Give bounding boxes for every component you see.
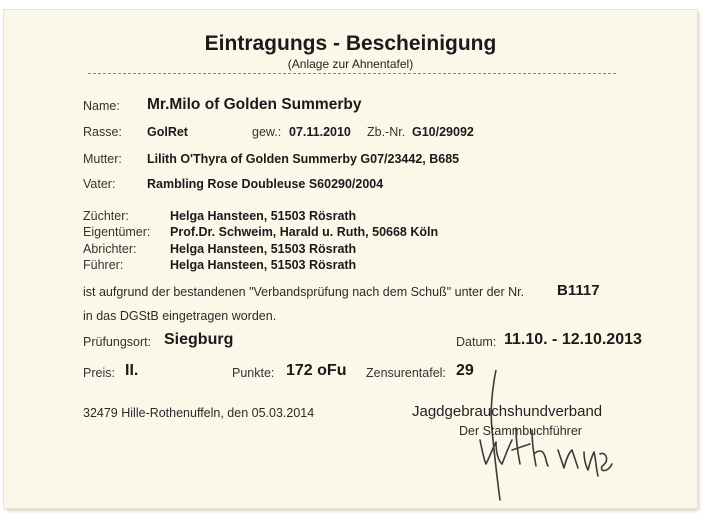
registered-text: in das DGStB eingetragen worden. — [83, 309, 277, 323]
score-table-label: Zensurentafel: — [366, 366, 446, 380]
sire-value: Rambling Rose Doubleuse S60290/2004 — [147, 177, 384, 191]
statement-text: ist aufgrund der bestandenen "Verbandsprüfung nach dem Schuß" unter der Nr. — [83, 285, 525, 299]
certificate-title: Eintragungs - Bescheinigung — [204, 32, 497, 55]
owner-label: Eigentümer: — [83, 225, 151, 239]
breed-label: Rasse: — [83, 125, 122, 139]
exam-location-label: Prüfungsort: — [83, 335, 152, 349]
birthdate-label: gew.: — [252, 125, 282, 139]
points-label: Punkte: — [232, 366, 275, 380]
breeder-label: Züchter: — [83, 209, 129, 223]
handler-label: Führer: — [83, 258, 124, 272]
dam-value: Lilith O'Thyra of Golden Summerby G07/23442, B685 — [147, 152, 460, 166]
dam-label: Mutter: — [83, 152, 122, 166]
exam-location-value: Siegburg — [164, 331, 234, 348]
name-value: Mr.Milo of Golden Summerby — [147, 96, 362, 113]
handler-value: Helga Hansteen, 51503 Rösrath — [170, 258, 357, 272]
sire-label: Vater: — [83, 177, 116, 191]
breed-value: GolRet — [147, 125, 188, 139]
studbook-number-value: G10/29092 — [412, 125, 474, 139]
studbook-number-label: Zb.-Nr. — [367, 125, 406, 139]
points-value: 172 oFu — [286, 362, 347, 379]
breeder-value: Helga Hansteen, 51503 Rösrath — [170, 209, 357, 223]
score-table-value: 29 — [456, 362, 474, 379]
trainer-label: Abrichter: — [83, 242, 137, 256]
certificate-subtitle: (Anlage zur Ahnentafel) — [287, 57, 414, 71]
birthdate-value: 07.11.2010 — [289, 125, 351, 139]
exam-date-value: 11.10. - 12.10.2013 — [504, 331, 642, 348]
name-label: Name: — [83, 99, 120, 113]
prize-label: Preis: — [83, 366, 115, 380]
trainer-value: Helga Hansteen, 51503 Rösrath — [170, 242, 357, 256]
exam-date-label: Datum: — [456, 335, 497, 349]
owner-value: Prof.Dr. Schweim, Harald u. Ruth, 50668 Köln — [170, 225, 439, 239]
statement-number: B1117 — [557, 282, 600, 299]
prize-value: II. — [125, 362, 139, 379]
place-date: 32479 Hille-Rothenuffeln, den 05.03.2014 — [83, 406, 315, 420]
organization-name: Jagdgebrauchshundverband — [412, 403, 603, 420]
organization-role: Der Stammbuchführer — [459, 424, 582, 438]
title-divider — [88, 73, 616, 74]
handwritten-signature — [472, 370, 622, 505]
certificate-card — [4, 10, 697, 508]
